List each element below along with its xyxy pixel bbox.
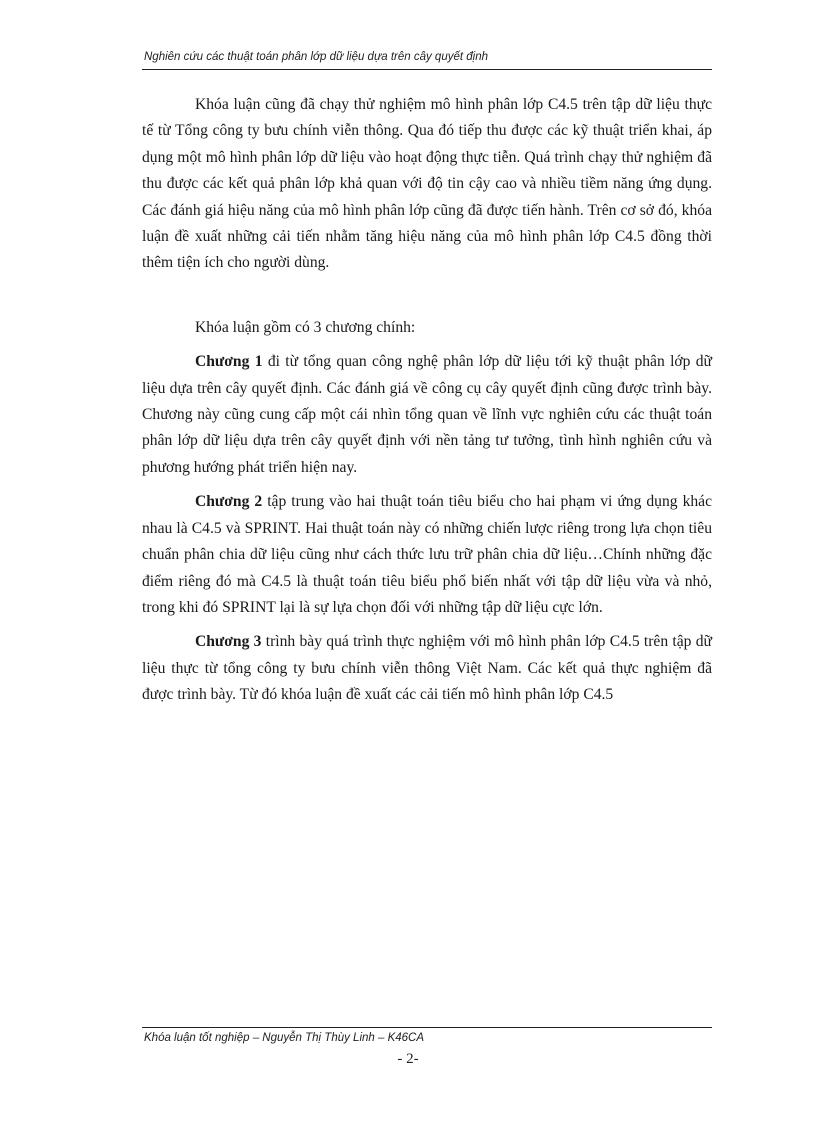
intro-paragraph: Khóa luận cũng đã chạy thử nghiệm mô hình phân lớp C4.5 trên tập dữ liệu thực tế từ Tổng công ty bưu chính viễn thông. Qua đó tiếp thu được các kỹ thuật triển khai, áp dụng một mô hình phân lớp dữ liệu vào hoạt động thực tiễn. Quá trình chạy thử nghiệm đã thu được các kết quả phân lớp khả quan với độ tin cậy cao và nhiều tiềm năng ứng dụng. Các đánh giá hiệu năng của mô hình phân lớp cũng đã được tiến hành. Trên cơ sở đó, khóa luận đề xuất những cải tiến nhằm tăng hiệu năng của mô hình phân lớp C4.5 đồng thời thêm tiện ích cho người dùng. (142, 96, 712, 272)
chapter-2-label: Chương 2 (195, 493, 263, 511)
page-body (142, 92, 712, 717)
chapter-3-paragraph (142, 629, 712, 708)
chapter-1-label: Chương 1 (195, 353, 263, 371)
chapter-2-text: tập trung vào hai thuật toán tiêu biểu cho hai phạm vi ứng dụng khác nhau là C4.5 và SPRINT. Hai thuật toán này có những chiến lược riêng trong lựa chọn tiêu chuẩn phân chia dữ liệu cũng như cách thức lưu trữ phân chia dữ liệu…Chính những đặc điểm riêng đó mà C4.5 là thuật toán tiêu biểu phổ biến nhất với tập dữ liệu vừa và nhỏ, trong khi đó SPRINT lại là sự lựa chọn đối với những tập dữ liệu cực lớn. (142, 493, 713, 616)
chapter-3-label: Chương 3 (195, 633, 262, 651)
footer-divider (142, 1027, 712, 1028)
page-header (142, 47, 712, 70)
chapter-1-paragraph (142, 349, 712, 481)
page-number: - 2- (397, 1051, 419, 1067)
chapter-3-text: trình bày quá trình thực nghiệm với mô hình phân lớp C4.5 trên tập dữ liệu thực từ tổng công ty bưu chính viễn thông Việt Nam. Các kết quả thực nghiệm đã được trình bày. Từ đó khóa luận đề xuất các cải tiến mô hình phân lớp C4.5 (142, 633, 713, 704)
chapter-1-text: đi từ tổng quan công nghệ phân lớp dữ liệu tới kỹ thuật phân lớp dữ liệu dựa trên cây quyết định. Các đánh giá về công cụ cây quyết định cũng được trình bày. Chương này cũng cung cấp một cái nhìn tổng quan về lĩnh vực nghiên cứu các thuật toán phân lớp dữ liệu dựa trên cây quyết định với nền tảng tư tưởng, tình hình nghiên cứu và phương hướng phát triển hiện nay. (142, 353, 713, 476)
footer-text: Khóa luận tốt nghiệp – Nguyễn Thị Thùy Linh – K46CA (144, 1032, 425, 1044)
chapter-2-paragraph (142, 489, 712, 621)
header-title: Nghiên cứu các thuật toán phân lớp dữ liệu dựa trên cây quyết định (144, 51, 489, 63)
section-spacer (142, 277, 712, 315)
structure-paragraph: Khóa luận gồm có 3 chương chính: (195, 318, 416, 336)
